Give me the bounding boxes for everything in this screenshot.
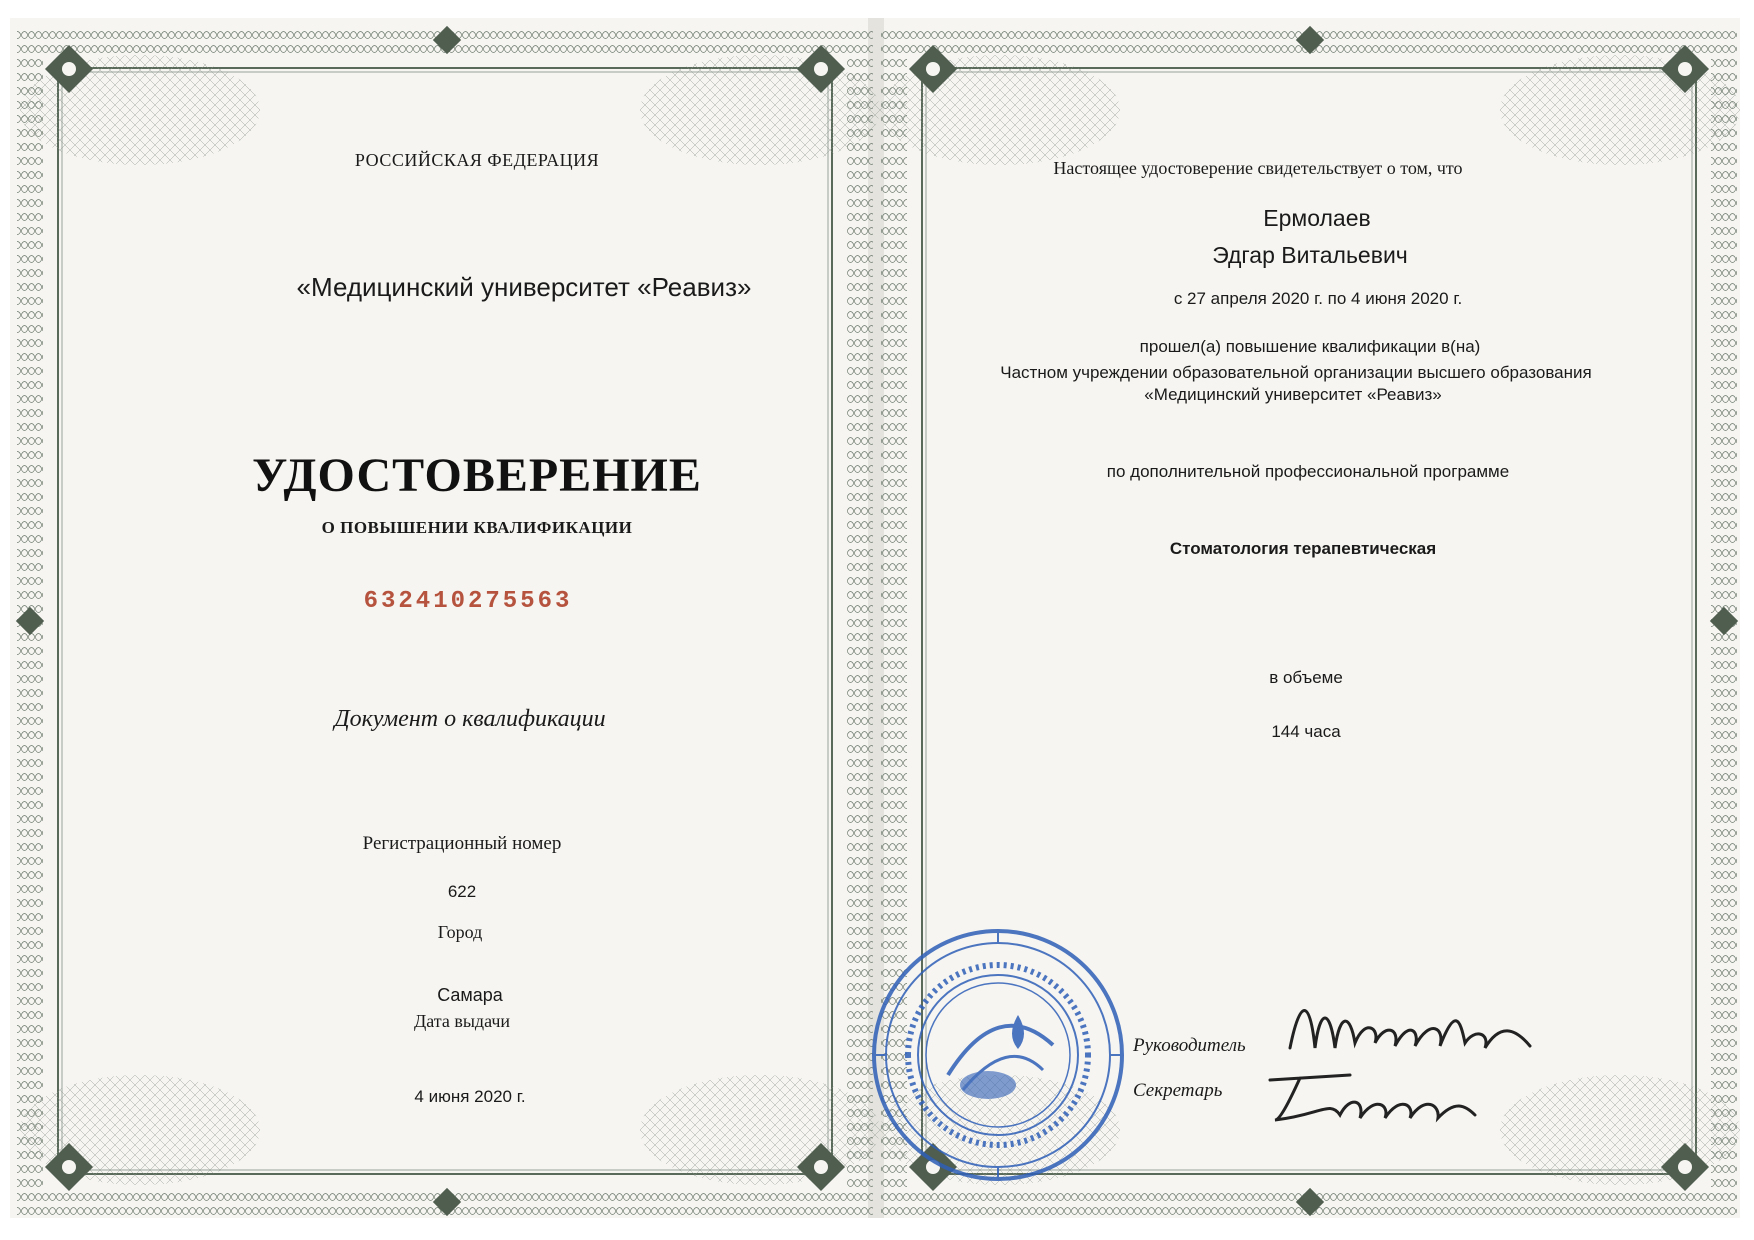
city-label: Город [437, 922, 483, 942]
volume-label: в объеме [1269, 668, 1343, 687]
head-signature [1285, 988, 1535, 1068]
training-period: с 27 апреля 2020 г. по 4 июня 2020 г. [1173, 289, 1463, 308]
official-seal [868, 925, 1128, 1185]
institution-line-1: Частном учреждении образовательной организации высшего образования [1000, 363, 1592, 382]
head-label: Руководитель [1133, 1035, 1246, 1056]
document-title: УДОСТОВЕРЕНИЕ [252, 449, 702, 502]
secretary-label: Секретарь [1133, 1080, 1223, 1101]
program-label: по дополнительной профессиональной программе [1106, 462, 1510, 481]
university-name: «Медицинский университет «Реавиз» [296, 272, 752, 302]
registration-number: 622 [447, 882, 477, 901]
city-value: Самара [437, 985, 503, 1005]
country-label: РОССИЙСКАЯ ФЕДЕРАЦИЯ [354, 150, 600, 170]
secretary-signature [1260, 1060, 1480, 1135]
passed-text: прошел(а) повышение квалификации в(на) [1139, 337, 1481, 356]
issue-date-label: Дата выдачи [413, 1011, 511, 1031]
document-number: 632410275563 [363, 588, 573, 615]
issue-date-value: 4 июня 2020 г. [414, 1087, 526, 1106]
document-type: Документ о квалификации [334, 706, 606, 732]
volume-value: 144 часа [1271, 722, 1341, 741]
document-subtitle: О ПОВЫШЕНИИ КВАЛИФИКАЦИИ [321, 518, 633, 537]
program-name: Стоматология терапевтическая [1169, 539, 1437, 558]
holder-name: Эдгар Витальевич [1212, 242, 1408, 268]
registration-label: Регистрационный номер [362, 833, 562, 854]
intro-text: Настоящее удостоверение свидетельствует о том, что [1053, 158, 1463, 178]
institution-line-2: «Медицинский университет «Реавиз» [1144, 385, 1442, 404]
holder-surname: Ермолаев [1263, 205, 1371, 231]
